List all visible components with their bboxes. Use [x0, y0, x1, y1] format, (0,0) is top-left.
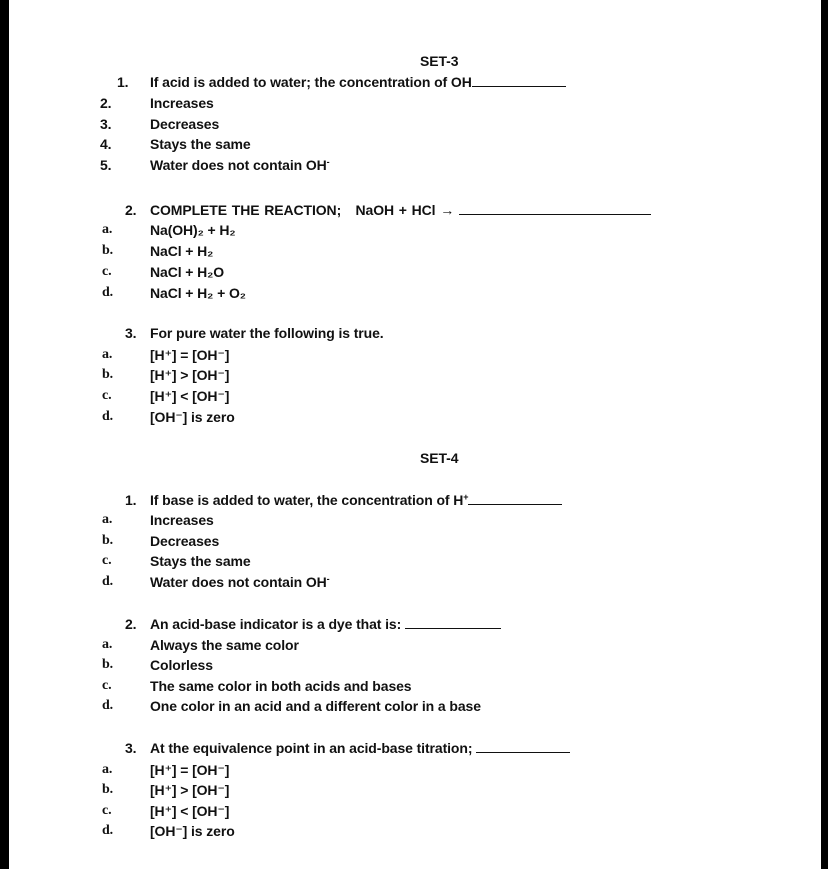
set4-q2-opt-a-text: Always the same color: [150, 637, 299, 653]
set3-q2-number: 2.: [125, 202, 137, 218]
answer-blank[interactable]: [472, 75, 566, 87]
set3-q2-opt-b-label: b.: [102, 243, 114, 258]
set3-q3-opt-d-text: [OH⁻] is zero: [150, 409, 235, 425]
set4-q2-opt-c-label: c.: [102, 678, 112, 693]
set3-q3-opt-a-label: a.: [102, 347, 113, 362]
set4-q3-text: At the equivalence point in an acid-base titration;: [150, 740, 570, 756]
set4-q1-opt-b-label: b.: [102, 533, 114, 548]
set3-q3-opt-d-label: d.: [102, 409, 114, 424]
set4-q3-opt-a-label: a.: [102, 762, 113, 777]
set4-q3-opt-c-label: c.: [102, 803, 112, 818]
set3-q3-text: For pure water the following is true.: [150, 325, 384, 341]
set4-q2-opt-b-text: Colorless: [150, 657, 213, 673]
set4-q3-number: 3.: [125, 740, 137, 756]
set3-q3-opt-b-label: b.: [102, 367, 114, 382]
set4-q2-opt-c-text: The same color in both acids and bases: [150, 678, 412, 694]
set3-q1-opt1-label: 2.: [100, 95, 112, 111]
set4-q2-number: 2.: [125, 616, 137, 632]
answer-blank[interactable]: [476, 741, 570, 753]
set4-q3-opt-a-text: [H⁺] = [OH⁻]: [150, 762, 230, 778]
set4-q2-opt-d-text: One color in an acid and a different color in a base: [150, 698, 481, 714]
set3-q1-text: If acid is added to water; the concentration of OH: [150, 74, 566, 90]
set3-q1-opt4-label: 5.: [100, 157, 112, 173]
set4-title: SET-4: [420, 450, 459, 466]
set3-q1-opt2-label: 3.: [100, 116, 112, 132]
answer-blank[interactable]: [405, 617, 501, 629]
set3-q2-opt-b-text: NaCl + H₂: [150, 243, 214, 259]
document-page: [9, 0, 821, 869]
set3-q1-opt3-text: Stays the same: [150, 136, 251, 152]
set4-q3-opt-d-text: [OH⁻] is zero: [150, 823, 235, 839]
set3-q3-opt-a-text: [H⁺] = [OH⁻]: [150, 347, 230, 363]
set3-q2-text: COMPLETE THE REACTION; NaOH + HCl →: [150, 202, 651, 218]
set3-q1-number: 1.: [117, 74, 129, 90]
set3-q1-opt3-label: 4.: [100, 136, 112, 152]
set4-q1-opt-c-label: c.: [102, 553, 112, 568]
set4-q2-opt-b-label: b.: [102, 657, 114, 672]
set4-q1-opt-a-text: Increases: [150, 512, 214, 528]
set4-q1-opt-d-label: d.: [102, 574, 114, 589]
set3-q3-opt-b-text: [H⁺] > [OH⁻]: [150, 367, 230, 383]
set4-q1-opt-d-text: Water does not contain OH-: [150, 574, 330, 590]
set4-q1-opt-c-text: Stays the same: [150, 553, 251, 569]
set3-q2-opt-d-label: d.: [102, 285, 114, 300]
answer-blank[interactable]: [468, 493, 562, 505]
set4-q1-number: 1.: [125, 492, 137, 508]
set4-q3-opt-d-label: d.: [102, 823, 114, 838]
set3-q3-opt-c-text: [H⁺] < [OH⁻]: [150, 388, 230, 404]
set3-q1-opt1-text: Increases: [150, 95, 214, 111]
set4-q2-opt-a-label: a.: [102, 637, 113, 652]
set3-q1-opt4-text: Water does not contain OH-: [150, 157, 330, 173]
set4-q1-opt-a-label: a.: [102, 512, 113, 527]
left-black-border: [0, 0, 9, 869]
set3-q1-opt2-text: Decreases: [150, 116, 220, 132]
set4-q3-opt-b-text: [H⁺] > [OH⁻]: [150, 782, 230, 798]
set4-q3-opt-c-text: [H⁺] < [OH⁻]: [150, 803, 230, 819]
set4-q1-text: If base is added to water, the concentration of H+: [150, 492, 562, 508]
set4-q3-opt-b-label: b.: [102, 782, 114, 797]
right-black-border: [821, 0, 828, 869]
set3-q2-opt-a-label: a.: [102, 222, 113, 237]
set3-q2-opt-c-text: NaCl + H₂O: [150, 264, 225, 280]
set3-q3-number: 3.: [125, 325, 137, 341]
answer-blank[interactable]: [459, 203, 651, 215]
set3-q2-opt-d-text: NaCl + H₂ + O₂: [150, 285, 246, 301]
set3-q2-opt-c-label: c.: [102, 264, 112, 279]
set3-q3-opt-c-label: c.: [102, 388, 112, 403]
set3-title: SET-3: [420, 53, 459, 69]
set3-q2-opt-a-text: Na(OH)₂ + H₂: [150, 222, 236, 238]
set4-q2-text: An acid-base indicator is a dye that is:: [150, 616, 501, 632]
set4-q2-opt-d-label: d.: [102, 698, 114, 713]
set4-q1-opt-b-text: Decreases: [150, 533, 220, 549]
